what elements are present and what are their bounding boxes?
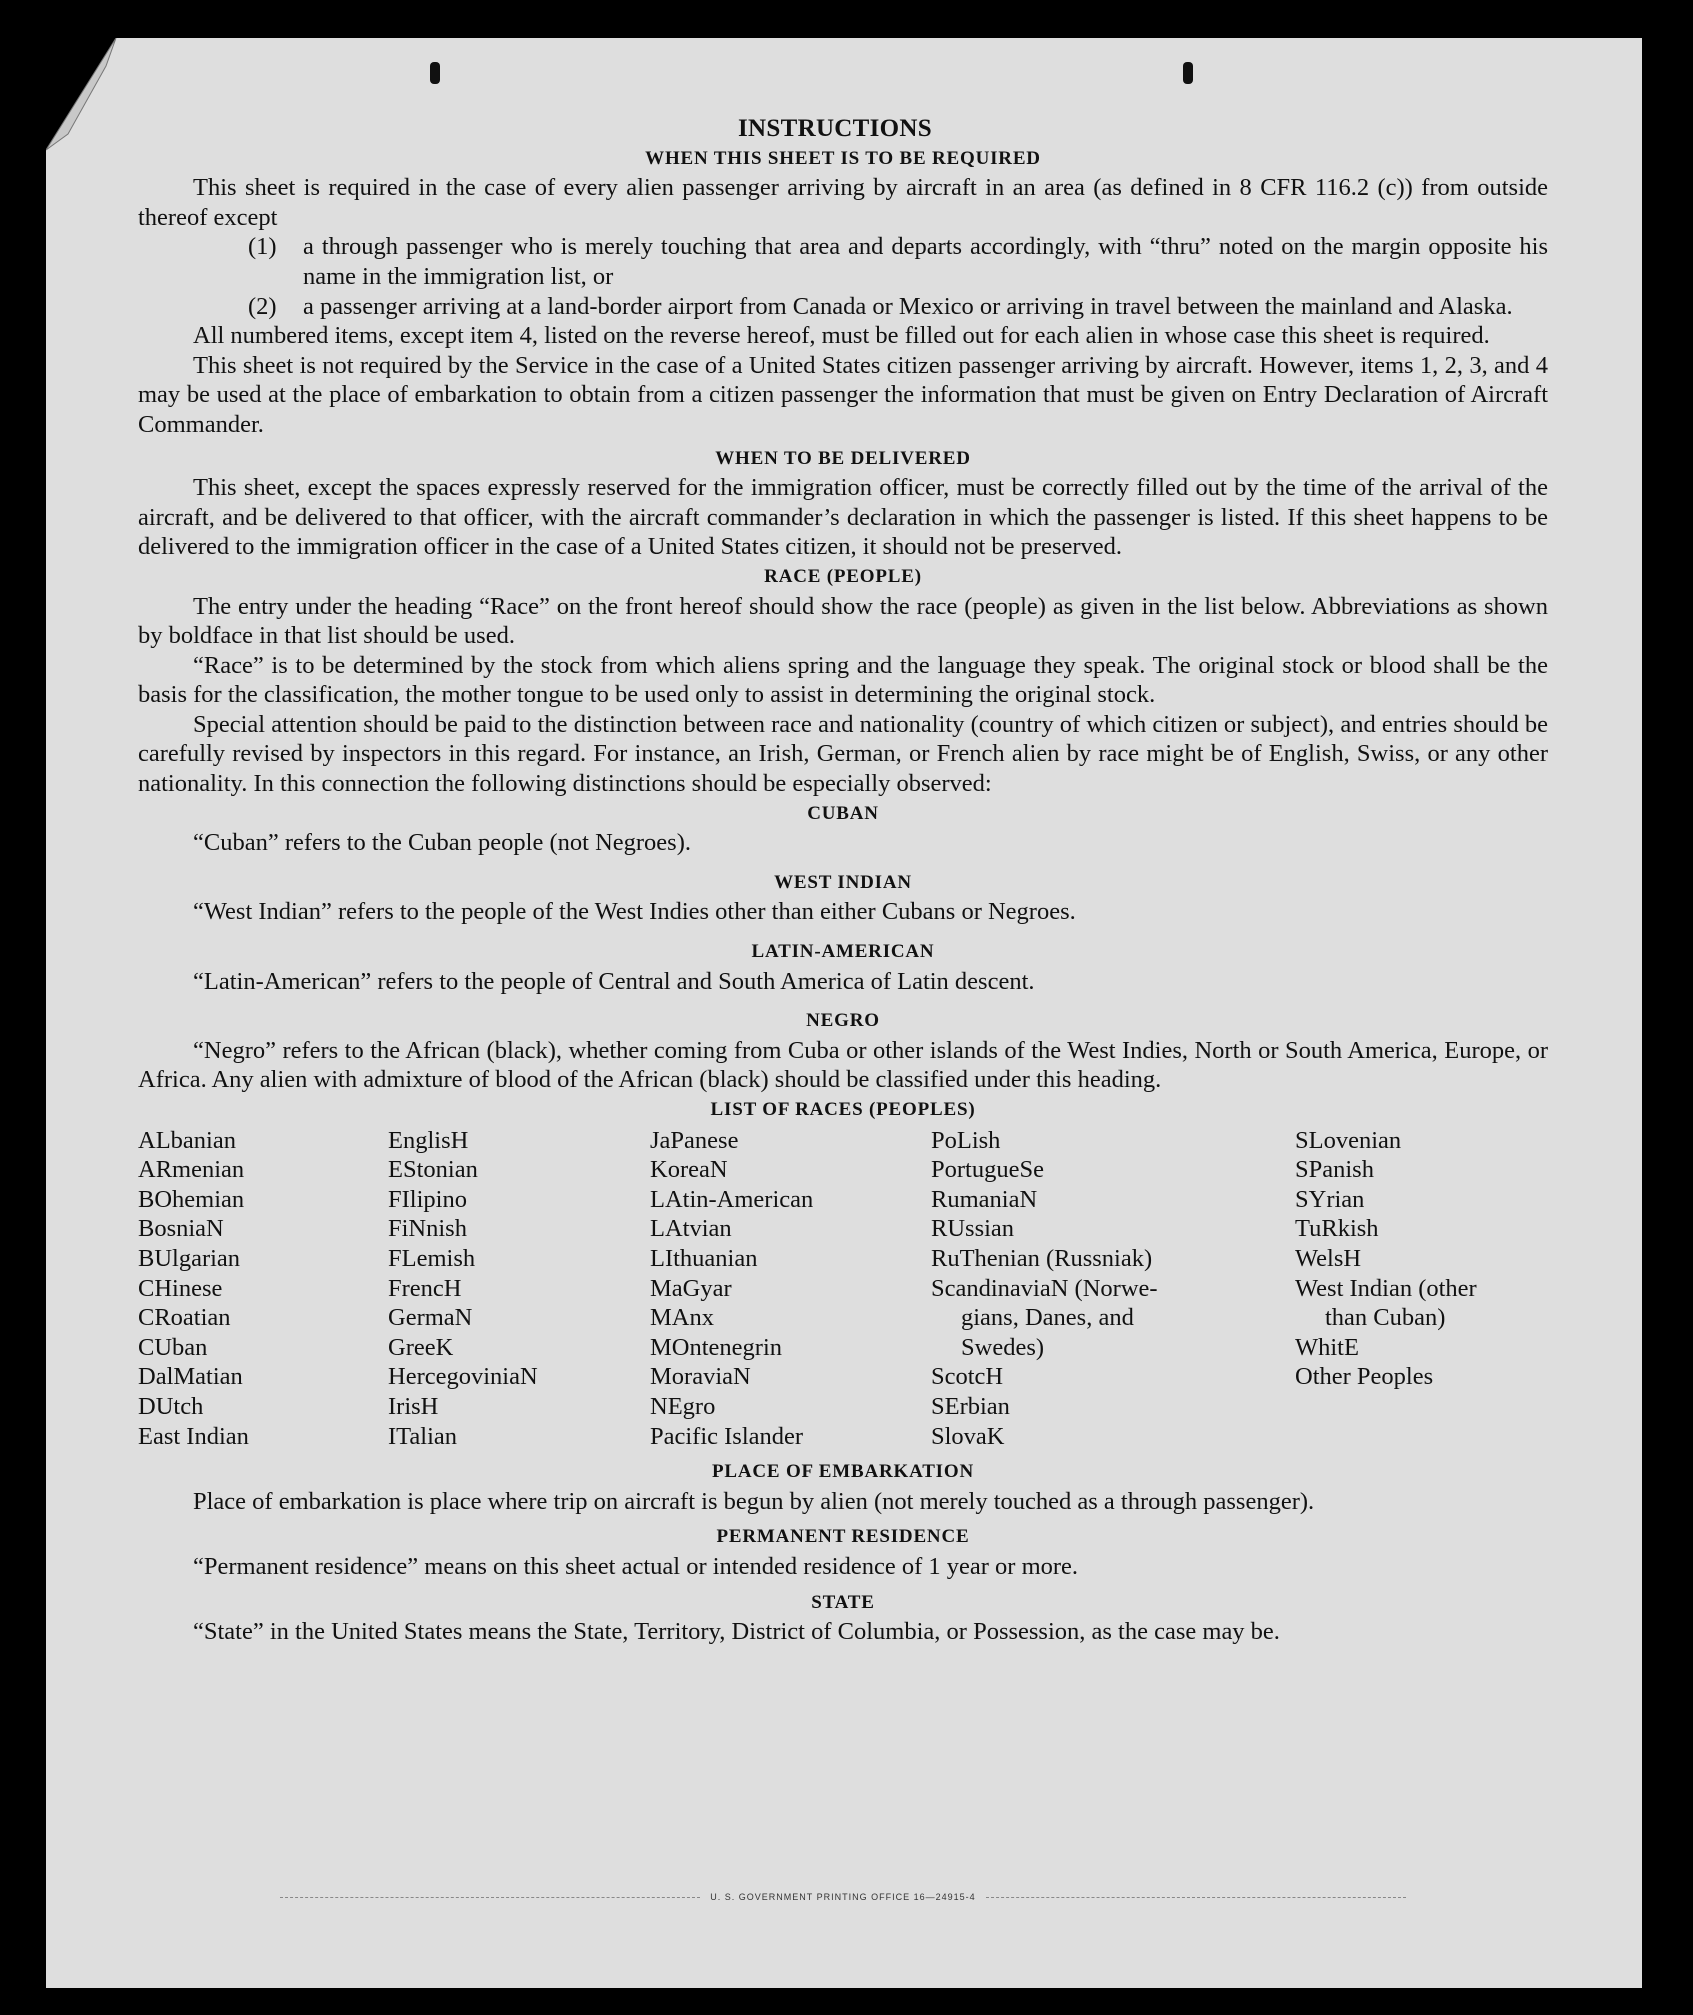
race-entry: NEgro	[650, 1392, 716, 1420]
race-entry: MAnx	[650, 1304, 714, 1332]
race-entry: JaPanese	[650, 1126, 739, 1154]
race-entry: GreeK	[388, 1333, 454, 1361]
race-entry: BUlgarian	[138, 1244, 241, 1272]
race-entry: FiNnish	[388, 1215, 467, 1243]
race-entry: MoraviaN	[650, 1363, 751, 1391]
item-text: a through passenger who is merely touching that area and departs accordingly, with “thru” noted on the margin opposite his name in the immigration list, or	[303, 233, 1548, 290]
folded-corner	[46, 38, 146, 158]
race-entry: PoLish	[931, 1126, 1001, 1154]
paragraph: This sheet is not required by the Service in the case of a United States citizen passenger arriving by aircraft. However, items 1, 2, 3, and 4 may be used at the place of embarkation to obtain from a citizen passenger the information that must be given on Entry Declaration of Aircraft Commander.	[138, 351, 1548, 438]
race-entry: BosniaN	[138, 1215, 224, 1243]
race-entry: ScandinaviaN (Norwe-	[931, 1274, 1158, 1302]
heading-list-of-races: LIST OF RACES (PEOPLES)	[710, 1099, 976, 1120]
paragraph: “Race” is to be determined by the stock from which aliens spring and the language they speak. The original stock or blood shall be the basis for the classification, the mother tongue to be used only to assist in determining the original stock.	[138, 651, 1548, 709]
paragraph: “Cuban” refers to the Cuban people (not Negroes).	[193, 829, 691, 857]
race-entry: DUtch	[138, 1392, 204, 1420]
race-entry: SPanish	[1295, 1156, 1374, 1184]
race-entry: GermaN	[388, 1304, 473, 1332]
race-entry: West Indian (other	[1295, 1274, 1477, 1302]
item-text: a passenger arriving at a land-border airport from Canada or Mexico or arriving in travel between the mainland and Alaska.	[303, 292, 1513, 320]
paragraph: “Latin-American” refers to the people of Central and South America of Latin descent.	[193, 967, 1035, 995]
race-entry: LAtin-American	[650, 1185, 814, 1213]
race-entry: LIthuanian	[650, 1244, 758, 1272]
race-entry: SYrian	[1295, 1185, 1365, 1213]
races-column-1	[138, 1126, 388, 1452]
race-entry: SErbian	[931, 1392, 1010, 1420]
paragraph: “Permanent residence” means on this sheet actual or intended residence of 1 year or more.	[193, 1552, 1079, 1580]
race-entry: PortugueSe	[931, 1156, 1044, 1184]
heading-when-delivered: WHEN TO BE DELIVERED	[715, 447, 971, 469]
heading-negro: NEGRO	[806, 1010, 880, 1032]
heading-latin-american: LATIN-AMERICAN	[751, 941, 935, 963]
race-entry: WelsH	[1295, 1244, 1362, 1272]
race-entry: WhitE	[1295, 1333, 1359, 1361]
race-entry: RumaniaN	[931, 1185, 1038, 1213]
heading-cuban: CUBAN	[807, 802, 879, 824]
race-entry: FrencH	[388, 1274, 462, 1302]
race-entry: Other Peoples	[1295, 1363, 1434, 1391]
race-entry: RuThenian (Russniak)	[931, 1244, 1153, 1272]
heading-place-of-embarkation: PLACE OF EMBARKATION	[712, 1461, 974, 1483]
race-entry-continued: Swedes)	[961, 1333, 1045, 1361]
race-entry: SlovaK	[931, 1422, 1005, 1450]
race-entry: CHinese	[138, 1274, 223, 1302]
race-entry: BOhemian	[138, 1185, 245, 1213]
race-entry: ITalian	[388, 1422, 458, 1450]
race-entry: Pacific Islander	[650, 1422, 804, 1450]
heading-permanent-residence: PERMANENT RESIDENCE	[716, 1526, 970, 1548]
item-number: (2)	[248, 292, 277, 320]
paragraph: All numbered items, except item 4, listed on the reverse hereof, must be filled out for each alien in whose case this sheet is required.	[193, 322, 1490, 350]
paragraph: This sheet, except the spaces expressly reserved for the immigration officer, must be correctly filled out by the time of the arrival of the aircraft, and be delivered to that officer, with the aircraft commander’s declaration in which the passenger is listed. If this sheet happens to be delivered to the immigration officer in the case of a United States citizen, it should not be preserved.	[138, 474, 1548, 561]
paragraph: “Negro” refers to the African (black), whether coming from Cuba or other islands of the West Indies, North or South America, Europe, or Africa. Any alien with admixture of blood of the African (black) should be classified under this heading.	[138, 1036, 1548, 1094]
race-entry: EnglisH	[388, 1126, 469, 1154]
races-column-5	[1295, 1126, 1548, 1452]
race-entry: CUban	[138, 1333, 208, 1361]
race-entry: FIlipino	[388, 1185, 467, 1213]
race-entry: KoreaN	[650, 1156, 728, 1184]
printer-imprint	[138, 1892, 1548, 1902]
heading-state: STATE	[811, 1591, 875, 1613]
race-entry: RUssian	[931, 1215, 1015, 1243]
instructions-content	[138, 114, 1548, 1647]
paragraph: This sheet is required in the case of every alien passenger arriving by aircraft in an area (as defined in 8 CFR 116.2 (c)) from outside thereof except	[138, 174, 1548, 231]
punch-mark-left	[430, 62, 440, 84]
race-entry: DalMatian	[138, 1363, 243, 1391]
races-column-3	[650, 1126, 931, 1452]
paragraph: “State” in the United States means the State, Territory, District of Columbia, or Possession, as the case may be.	[193, 1618, 1280, 1646]
page-title: INSTRUCTIONS	[738, 115, 932, 142]
race-entry-continued: than Cuban)	[1325, 1304, 1446, 1332]
race-entry: East Indian	[138, 1422, 249, 1450]
race-entry: IrisH	[388, 1392, 439, 1420]
race-entry: MaGyar	[650, 1274, 732, 1302]
races-list	[138, 1126, 1548, 1452]
race-entry: EStonian	[388, 1156, 478, 1184]
race-entry: HercegoviniaN	[388, 1363, 538, 1391]
printer-imprint-text: U. S. GOVERNMENT PRINTING OFFICE 16—24915-4	[710, 1892, 976, 1902]
race-entry: MOntenegrin	[650, 1333, 782, 1361]
races-column-2	[388, 1126, 650, 1452]
paragraph: Special attention should be paid to the distinction between race and nationality (country of which citizen or subject), and entries should be carefully revised by inspectors in this regard. For instance, an Irish, German, or French alien by race might be of English, Swiss, or any other nationality. In this connection the following distinctions should be especially observed:	[138, 710, 1548, 798]
race-entry: LAtvian	[650, 1215, 732, 1243]
races-column-4	[931, 1126, 1295, 1452]
paragraph: “West Indian” refers to the people of the West Indies other than either Cubans or Negroes.	[193, 898, 1076, 926]
list-item	[138, 232, 1548, 291]
punch-mark-right	[1183, 62, 1193, 84]
race-entry: TuRkish	[1295, 1215, 1379, 1243]
race-entry: SLovenian	[1295, 1126, 1402, 1154]
list-item	[138, 292, 1548, 322]
race-entry: ARmenian	[138, 1156, 245, 1184]
heading-west-indian: WEST INDIAN	[774, 871, 912, 893]
heading-when-required: WHEN THIS SHEET IS TO BE REQUIRED	[645, 147, 1041, 169]
race-entry: ALbanian	[138, 1126, 236, 1154]
heading-race: RACE (PEOPLE)	[764, 565, 922, 587]
race-entry: FLemish	[388, 1244, 476, 1272]
item-number: (1)	[248, 233, 277, 261]
race-entry-continued: gians, Danes, and	[961, 1304, 1134, 1332]
race-entry: ScotcH	[931, 1363, 1004, 1391]
paragraph: The entry under the heading “Race” on the front hereof should show the race (people) as given in the list below. Abbreviations as shown by boldface in that list should be used.	[138, 592, 1548, 650]
race-entry: CRoatian	[138, 1304, 231, 1332]
paragraph: Place of embarkation is place where trip on aircraft is begun by alien (not merely touched as a through passenger).	[193, 1487, 1315, 1515]
